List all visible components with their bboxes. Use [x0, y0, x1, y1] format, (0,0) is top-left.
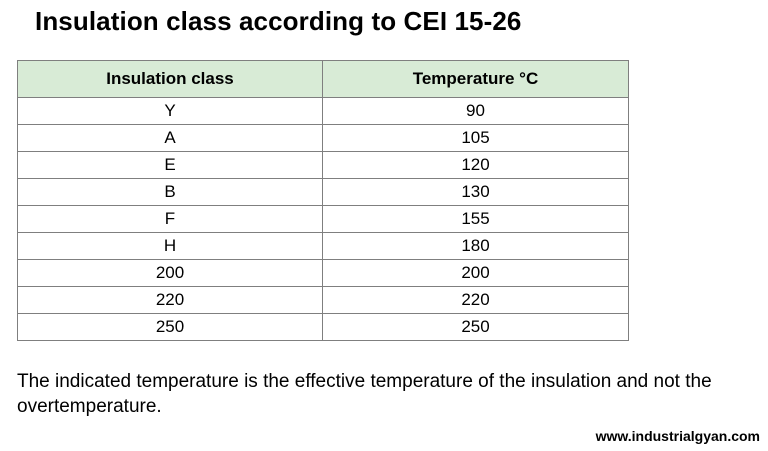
website-credit: www.industrialgyan.com	[595, 428, 760, 444]
table-row	[18, 233, 629, 260]
table-row	[18, 98, 629, 125]
table-row	[18, 206, 629, 233]
insulation-class-cell: Y	[18, 98, 323, 125]
table-header-row	[18, 61, 629, 98]
temperature-cell: 250	[323, 314, 629, 341]
insulation-class-cell: 220	[18, 287, 323, 314]
table-row	[18, 260, 629, 287]
page-title: Insulation class according to CEI 15-26	[35, 6, 522, 36]
column-header-temperature: Temperature °C	[323, 61, 629, 98]
temperature-note: The indicated temperature is the effective temperature of the insulation and not the overtemperature.	[17, 371, 712, 417]
temperature-cell: 130	[323, 179, 629, 206]
temperature-cell: 90	[323, 98, 629, 125]
table-row	[18, 287, 629, 314]
table-row	[18, 314, 629, 341]
table-row	[18, 152, 629, 179]
table-row	[18, 125, 629, 152]
insulation-class-cell: 200	[18, 260, 323, 287]
temperature-cell: 200	[323, 260, 629, 287]
temperature-cell: 180	[323, 233, 629, 260]
insulation-class-cell: E	[18, 152, 323, 179]
insulation-class-table	[17, 60, 629, 341]
temperature-cell: 120	[323, 152, 629, 179]
temperature-cell: 105	[323, 125, 629, 152]
table-row	[18, 179, 629, 206]
temperature-cell: 220	[323, 287, 629, 314]
insulation-class-cell: A	[18, 125, 323, 152]
column-header-insulation-class: Insulation class	[18, 61, 323, 98]
insulation-class-cell: F	[18, 206, 323, 233]
insulation-class-cell: 250	[18, 314, 323, 341]
insulation-class-cell: H	[18, 233, 323, 260]
insulation-class-cell: B	[18, 179, 323, 206]
temperature-cell: 155	[323, 206, 629, 233]
